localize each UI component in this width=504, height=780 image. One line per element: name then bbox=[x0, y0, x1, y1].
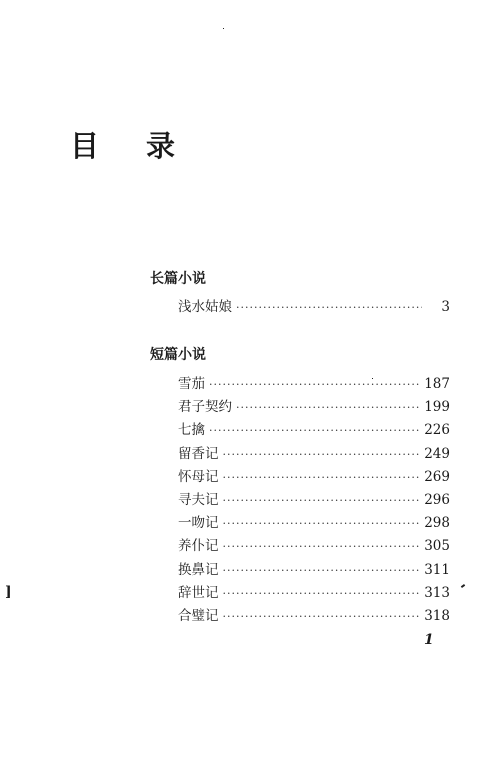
section-heading-long-novels: 长篇小说 bbox=[150, 271, 206, 287]
dot-leader bbox=[223, 564, 421, 577]
toc-entry-page: 298 bbox=[424, 515, 450, 532]
dot-leader bbox=[223, 540, 421, 553]
toc-entry-page: 305 bbox=[424, 538, 450, 555]
toc-entry-title: 寻夫记 bbox=[178, 491, 219, 508]
title-char-1: 目 bbox=[70, 129, 100, 163]
toc-entry-title: 君子契约 bbox=[178, 399, 232, 416]
toc-entry-page: 318 bbox=[424, 607, 450, 624]
dot-leader bbox=[209, 424, 420, 437]
toc-entry-page: 311 bbox=[424, 561, 450, 578]
toc-entry bbox=[178, 442, 450, 465]
title-char-2: 录 bbox=[146, 129, 176, 163]
toc-list-short bbox=[178, 372, 450, 627]
toc-entry-page: 313 bbox=[424, 584, 450, 601]
margin-bracket-mark: ] bbox=[5, 584, 12, 600]
dot-leader bbox=[236, 301, 422, 314]
toc-entry-page: 269 bbox=[424, 468, 450, 485]
toc-entry-title: 一吻记 bbox=[178, 515, 219, 532]
toc-entry-title: 养仆记 bbox=[178, 538, 219, 555]
toc-entry-title: 雪茄 bbox=[178, 376, 205, 392]
toc-entry bbox=[178, 418, 450, 441]
toc-entry-page: 296 bbox=[424, 491, 450, 508]
toc-entry bbox=[178, 488, 450, 511]
toc-entry-page: 249 bbox=[424, 445, 450, 462]
toc-entry bbox=[178, 604, 450, 627]
dot-leader bbox=[223, 587, 421, 600]
scan-speck bbox=[223, 28, 224, 29]
scan-speck bbox=[461, 584, 465, 588]
toc-entry-page: 187 bbox=[424, 376, 450, 392]
toc-entry bbox=[178, 395, 450, 418]
toc-entry bbox=[178, 372, 450, 395]
toc-entry bbox=[178, 511, 450, 534]
toc-entry-title: 换鼻记 bbox=[178, 561, 219, 578]
toc-entry-title: 留香记 bbox=[178, 445, 219, 462]
dot-leader bbox=[223, 610, 421, 623]
toc-entry-title: 浅水姑娘 bbox=[178, 299, 232, 315]
toc-entry-title: 合璧记 bbox=[178, 607, 219, 624]
toc-entry-title: 辞世记 bbox=[178, 584, 219, 601]
dot-leader bbox=[223, 471, 421, 484]
toc-entry bbox=[178, 534, 450, 557]
toc-entry-page: 3 bbox=[441, 299, 450, 315]
toc-entry bbox=[178, 558, 450, 581]
dot-leader bbox=[223, 494, 421, 507]
toc-list-long bbox=[178, 295, 450, 318]
dot-leader bbox=[223, 517, 421, 530]
toc-entry bbox=[178, 465, 450, 488]
page-number: 1 bbox=[424, 632, 434, 648]
scan-speck bbox=[372, 378, 373, 379]
dot-leader bbox=[223, 448, 421, 461]
toc-entry-page: 199 bbox=[424, 399, 450, 416]
dot-leader bbox=[236, 401, 420, 414]
dot-leader bbox=[209, 378, 420, 391]
toc-entry-title: 怀母记 bbox=[178, 468, 219, 485]
toc-entry bbox=[178, 581, 450, 604]
toc-entry-title: 七擒 bbox=[178, 422, 205, 439]
toc-entry bbox=[178, 295, 450, 318]
toc-entry-page: 226 bbox=[424, 422, 450, 439]
section-heading-short-stories: 短篇小说 bbox=[150, 347, 206, 363]
